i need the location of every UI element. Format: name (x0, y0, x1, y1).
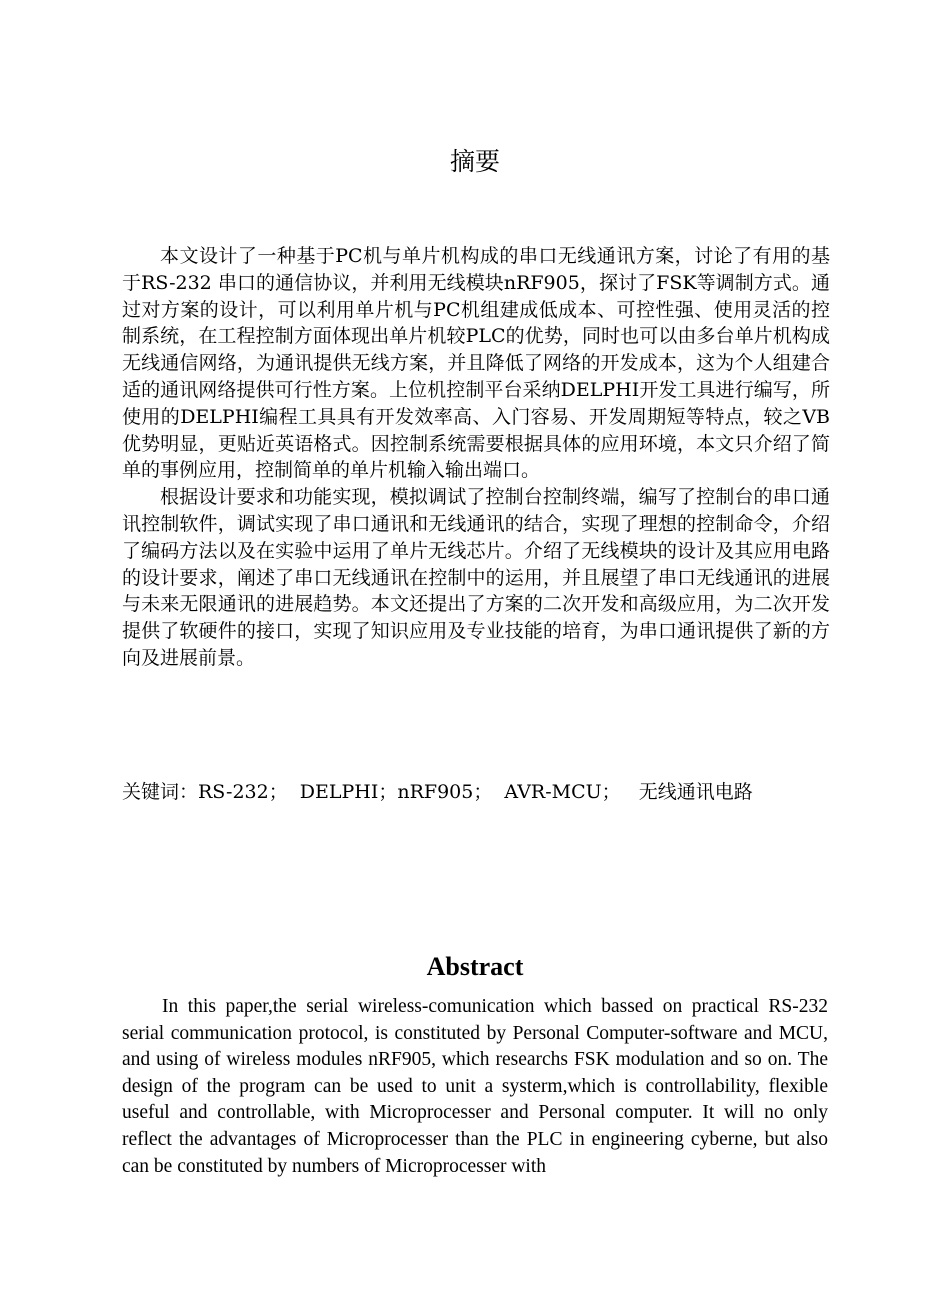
english-abstract-paragraph-1: In this paper,the serial wireless-comunication which bassed on practical RS-232 serial communication protocol, is constituted by Personal Computer-software and MCU, and using of wireless modules nRF905, which researchs FSK modulation and so on. The design of the program can be used to unit a systerm,which is controllability, flexible useful and controllable, with Microprocesser and Personal computer. It will no only reflect the advantages of Microprocesser than the PLC in engineering cyberne, but also can be constituted by numbers of Microprocesser with (122, 996, 828, 1177)
english-abstract-body (122, 994, 828, 1180)
chinese-abstract-title: 摘要 (449, 147, 500, 176)
chinese-keywords: 关键词：RS-232； DELPHI；nRF905； AVR-MCU； 无线通讯电路 (122, 781, 753, 803)
english-abstract-title: Abstract (426, 952, 524, 981)
chinese-abstract-body (122, 243, 830, 672)
chinese-abstract-paragraph-1: 本文设计了一种基于PC机与单片机构成的串口无线通讯方案，讨论了有用的基于RS-232 串口的通信协议，并利用无线模块nRF905，探讨了FSK等调制方式。通过对方案的设计，可以利用单片机与PC机组建成低成本、可控性强、使用灵活的控制系统，在工程控制方面体现出单片机较PLC的优势，同时也可以由多台单片机构成无线通信网络，为通讯提供无线方案，并且降低了网络的开发成本，这为个人组建合适的通讯网络提供可行性方案。上位机控制平台采纳DELPHI开发工具进行编写，所使用的DELPHI编程工具具有开发效率高、入门容易、开发周期短等特点，较之VB优势明显，更贴近英语格式。因控制系统需要根据具体的应用环境，本文只介绍了简单的事例应用，控制简单的单片机输入输出端口。 (122, 245, 830, 482)
chinese-abstract-paragraph-2: 根据设计要求和功能实现，模拟调试了控制台控制终端，编写了控制台的串口通讯控制软件，调试实现了串口通讯和无线通讯的结合，实现了理想的控制命令，介绍了编码方法以及在实验中运用了单片无线芯片。介绍了无线模块的设计及其应用电路的设计要求，阐述了串口无线通讯在控制中的运用，并且展望了串口无线通讯的进展与未来无限通讯的进展趋势。本文还提出了方案的二次开发和高级应用，为二次开发提供了软硬件的接口，实现了知识应用及专业技能的培育，为串口通讯提供了新的方向及进展前景。 (122, 486, 830, 669)
